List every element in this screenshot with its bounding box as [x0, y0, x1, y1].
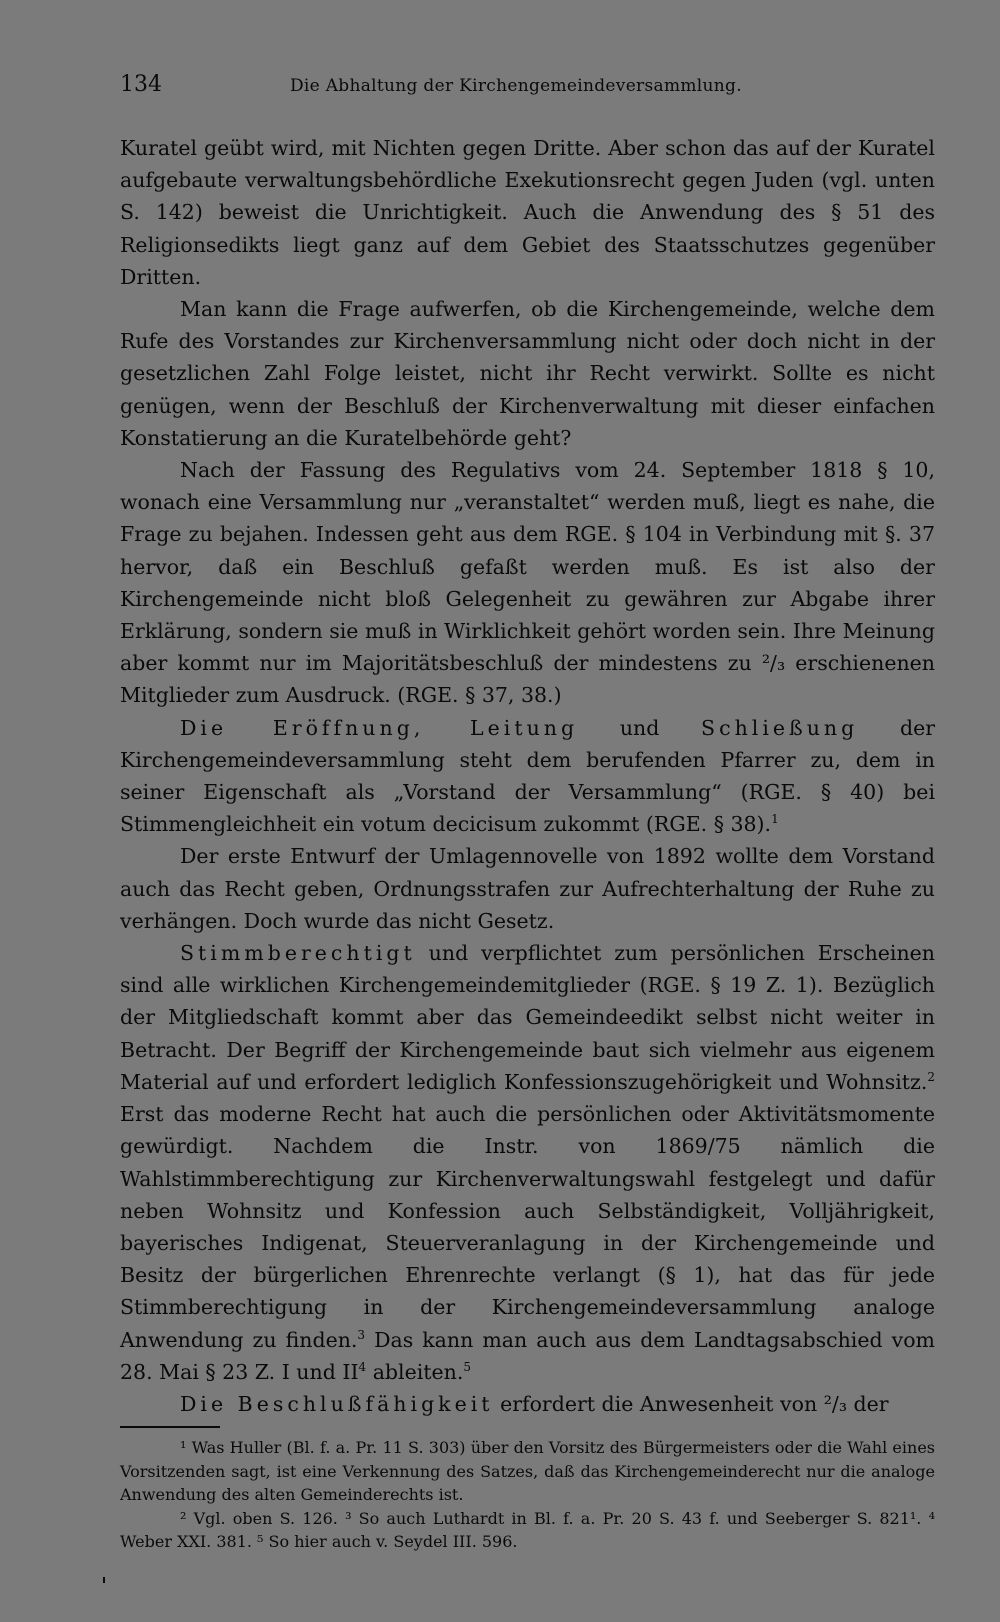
footnotes: [120, 1436, 935, 1554]
body-text: [120, 132, 935, 1420]
spaced-term: Stimmberechtigt: [180, 941, 416, 966]
paragraph-5: Der erste Entwurf der Umlagennovelle von 1892 wollte dem Vorstand auch das Recht geben, Ordnungsstrafen zur Aufrechterhaltung der Ruhe zu verhängen. Doch wurde das nicht Gesetz.: [120, 844, 935, 933]
footnote-1: ¹ Was Huller (Bl. f. a. Pr. 11 S. 303) über den Vorsitz des Bürgermeisters oder die Wahl eines Vorsitzenden sagt, ist eine Verkennung des Satzes, daß das Kirchengemeinderecht nur die analoge Anwendung des alten Gemeinderechts ist.: [120, 1438, 935, 1505]
footnote-ref: 3: [357, 1327, 366, 1342]
paragraph-6: [120, 937, 935, 1388]
paragraph-2: Man kann die Frage aufwerfen, ob die Kirchengemeinde, welche dem Rufe des Vorstandes zur Kirchenversammlung nicht oder doch nicht in der gesetzlichen Zahl Folge leistet, nicht ihr Recht verwirkt. Sollte es nicht genügen, wenn der Beschluß der Kirchenverwaltung mit dieser einfachen Konstatierung an die Kuratelbehörde geht?: [120, 297, 935, 450]
paragraph-text: erfordert die Anwesenheit von ²/₃ der: [493, 1391, 889, 1416]
spaced-term: Die Beschlußfähigkeit: [180, 1391, 494, 1416]
page-header: [120, 72, 935, 112]
scan-mark: [103, 1577, 105, 1583]
footnote-divider: [120, 1426, 220, 1428]
paragraph-7: [120, 1388, 935, 1420]
paragraph-text: und verpflichtet zum persönlichen Erscheinen sind alle wirklichen Kirchengemeindemitglieder (RGE. § 19 Z. 1). Bezüglich der Mitgliedschaft kommt aber das Gemeindeedikt selbst nicht weiter in Betracht. Der Begriff der Kirchengemeinde baut sich vielmehr aus eigenem Material auf und erfordert lediglich Konfessionszugehörigkeit und Wohnsitz.: [120, 941, 935, 1094]
paragraph-text: Das kann man auch aus dem Landtagsabschied vom 28. Mai § 23 Z. I und II: [120, 1327, 935, 1384]
connector: und: [578, 715, 702, 740]
footnote-ref: 5: [463, 1359, 472, 1374]
spaced-term: Schließung: [701, 715, 859, 740]
footnote-ref: 4: [358, 1359, 367, 1374]
paragraph-text: ableiten.: [366, 1359, 464, 1384]
footnote-ref: 2: [927, 1070, 935, 1085]
document-page: [120, 72, 935, 1554]
running-title: Die Abhaltung der Kirchengemeindeversammlung.: [290, 76, 742, 96]
paragraph-1: Kuratel geübt wird, mit Nichten gegen Dritte. Aber schon das auf der Kuratel aufgebaute verwaltungsbehördliche Exekutionsrecht gegen Juden (vgl. unten S. 142) beweist die Unrichtigkeit. Auch die Anwendung des § 51 des Religionsedikts liegt ganz auf dem Gebiet des Staatsschutzes gegenüber Dritten.: [120, 136, 935, 289]
footnote-2: ² Vgl. oben S. 126. ³ So auch Luthardt in Bl. f. a. Pr. 20 S. 43 f. und Seeberger S. 821¹. ⁴ Weber XXI. 381. ⁵ So hier auch v. Seydel III. 596.: [120, 1508, 935, 1552]
paragraph-text: der Kirchengemeindeversammlung steht dem berufenden Pfarrer zu, dem in seiner Eigenschaft als „Vorstand der Versammlung“ (RGE. § 40) bei Stimmengleichheit ein votum decicisum zukommt (RGE. § 38).: [120, 715, 935, 837]
paragraph-4: [120, 712, 935, 841]
paragraph-3: Nach der Fassung des Regulativs vom 24. September 1818 § 10, wonach eine Versammlung nur „veranstaltet“ werden muß, liegt es nahe, die Frage zu bejahen. Indessen geht aus dem RGE. § 104 in Verbindung mit §. 37 hervor, daß ein Beschluß gefaßt werden muß. Es ist also der Kirchengemeinde nicht bloß Gelegenheit zu gewähren zur Abgabe ihrer Erklärung, sondern sie muß in Wirklichkeit gehört worden sein. Ihre Meinung aber kommt nur im Majoritätsbeschluß der mindestens zu ²/₃ erschienenen Mitglieder zum Ausdruck. (RGE. § 37, 38.): [120, 458, 935, 708]
spaced-term: Die Eröffnung, Leitung: [180, 715, 579, 740]
footnote-ref: 1: [771, 812, 779, 827]
paragraph-text: Erst das moderne Recht hat auch die persönlichen oder Aktivitätsmomente gewürdigt. Nachdem die Instr. von 1869/75 nämlich die Wahlstimmberechtigung zur Kirchenverwaltungswahl festgelegt und dafür neben Wohnsitz und Konfession auch Selbständigkeit, Volljährigkeit, bayerisches Indigenat, Steuerveranlagung in der Kirchengemeinde und Besitz der bürgerlichen Ehrenrechte verlangt (§ 1), hat das für jede Stimmberechtigung in der Kirchengemeindeversammlung analoge Anwendung zu finden.: [120, 1102, 935, 1352]
page-number: 134: [120, 72, 162, 97]
